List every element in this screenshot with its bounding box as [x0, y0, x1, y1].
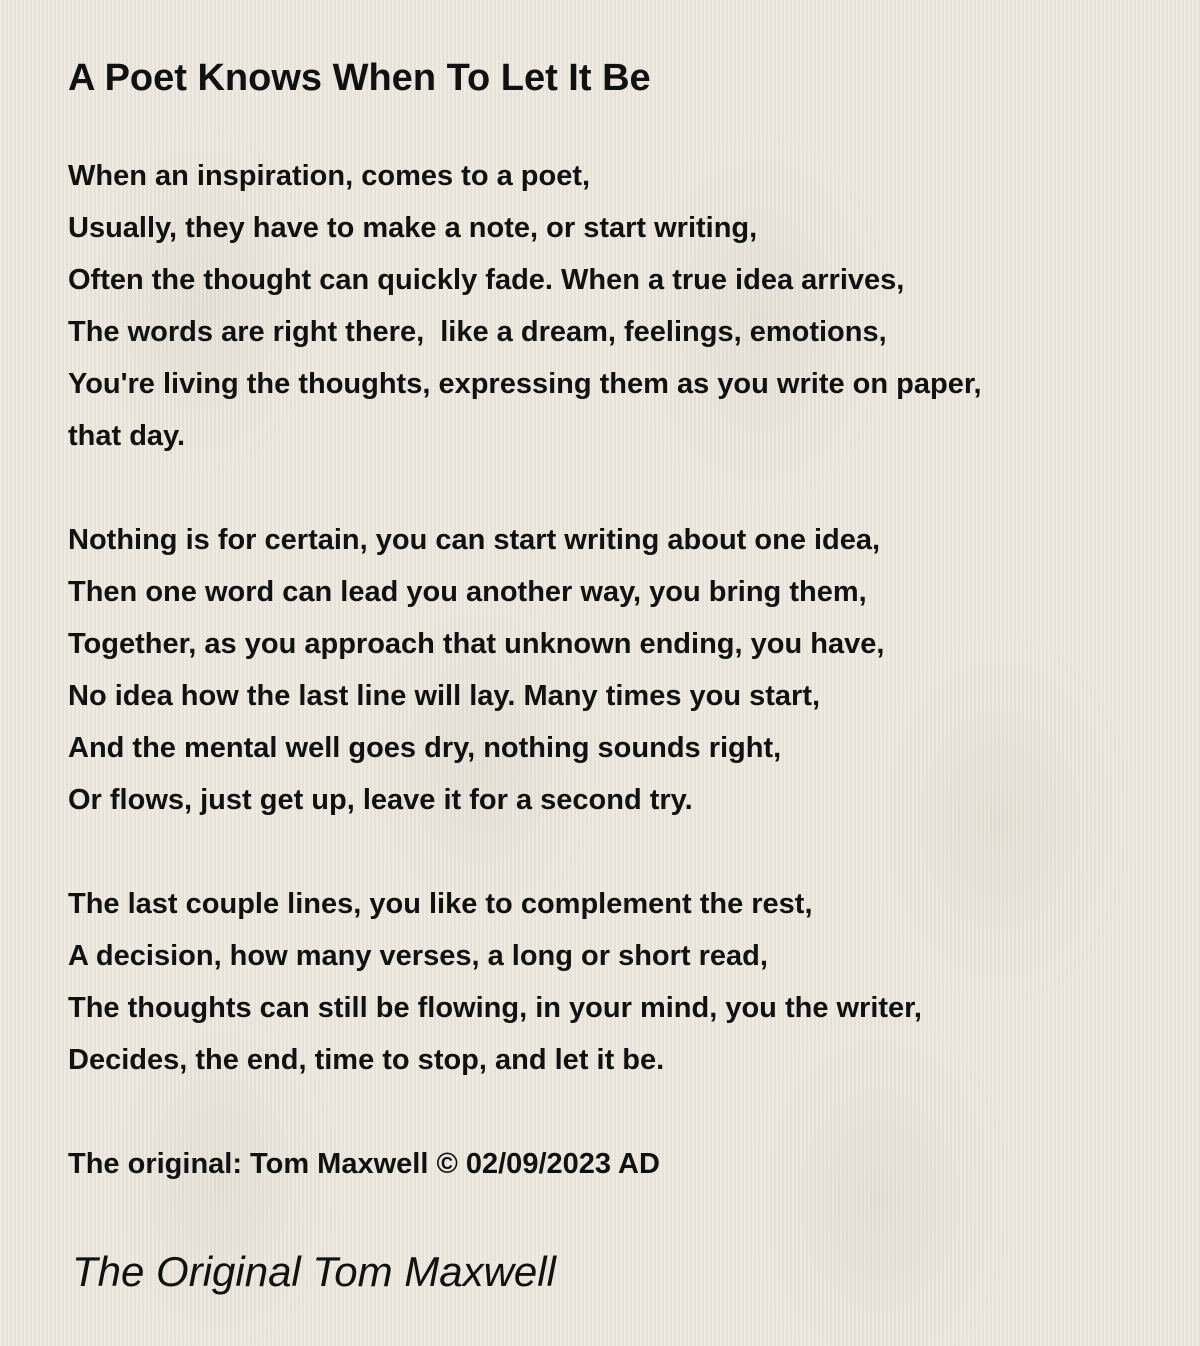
author-signature: The Original Tom Maxwell — [72, 1248, 556, 1295]
copyright-line: The original: Tom Maxwell © 02/09/2023 AD — [68, 1148, 660, 1180]
poem-line: that day. — [68, 420, 186, 452]
poem-line: Decides, the end, time to stop, and let it be. — [68, 1044, 665, 1076]
poem-title: A Poet Knows When To Let It Be — [68, 57, 651, 99]
poem-line: Then one word can lead you another way, you bring them, — [68, 576, 867, 608]
stanza-2 — [68, 514, 1168, 826]
poem-line: You're living the thoughts, expressing them as you write on paper, — [68, 368, 982, 400]
poem-line: Together, as you approach that unknown ending, you have, — [68, 628, 885, 660]
poem-line: Often the thought can quickly fade. When a true idea arrives, — [68, 264, 905, 296]
poem-line: The words are right there, like a dream, feelings, emotions, — [68, 316, 887, 348]
poem-line: And the mental well goes dry, nothing sounds right, — [68, 732, 782, 764]
poem-line: When an inspiration, comes to a poet, — [68, 160, 591, 192]
poem-body — [68, 150, 1168, 1138]
poem-line: No idea how the last line will lay. Many times you start, — [68, 680, 821, 712]
stanza-1 — [68, 150, 1168, 462]
poem-line: The last couple lines, you like to complement the rest, — [68, 888, 813, 920]
stanza-3 — [68, 878, 1168, 1086]
poem-line: The thoughts can still be flowing, in your mind, you the writer, — [68, 992, 922, 1024]
poem-line: Usually, they have to make a note, or start writing, — [68, 212, 758, 244]
poem-line: A decision, how many verses, a long or short read, — [68, 940, 768, 972]
poem-line: Or flows, just get up, leave it for a second try. — [68, 784, 693, 816]
poem-line: Nothing is for certain, you can start writing about one idea, — [68, 524, 881, 556]
